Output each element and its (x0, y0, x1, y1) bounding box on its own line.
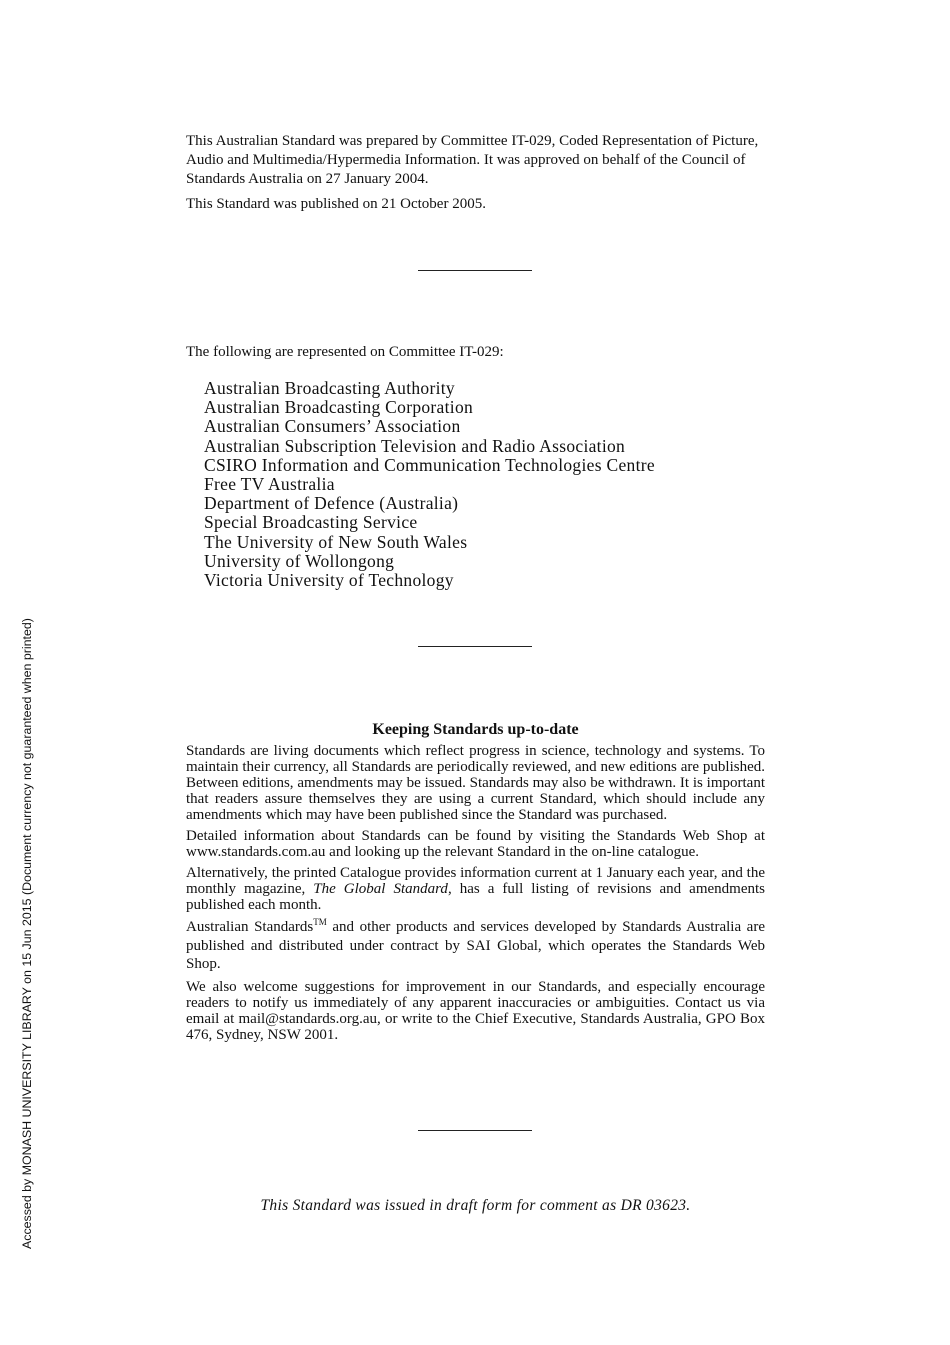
access-watermark: Accessed by MONASH UNIVERSITY LIBRARY on 15 Jun 2015 (Document currency not guaranteed when printed) (20, 618, 34, 1249)
approval-statement (186, 132, 776, 214)
publication-title: The Global Standard (313, 881, 448, 897)
committee-member-list (204, 379, 655, 590)
paragraph: We also welcome suggestions for improvement in our Standards, and especially encourage readers to notify us immediately of any apparent inaccuracies or ambiguities. Contact us via email at mail@standards.org.au, or write to the Chief Executive, Standards Australia, GPO Box 476, Sydney, NSW 2001. (186, 978, 765, 1043)
committee-member: CSIRO Information and Communication Technologies Centre (204, 454, 655, 475)
paragraph-text: Alternatively, the printed Catalogue provides information current at 1 January each year, and the monthly magazine, (186, 865, 765, 897)
paragraph-text: and other products and services developed by Standards Australia are published and distributed under contract by SAI Global, which operates the Standards Web Shop. (186, 919, 765, 972)
paragraph: Standards are living documents which reflect progress in science, technology and systems. To maintain their currency, all Standards are periodically reviewed, and new editions are published. Between editions, amendments may be issued. Standards may also be withdrawn. It is important that readers assure themselves they are using a current Standard, which should include any amendments which may have been published since the Standard was purchased. (186, 743, 765, 823)
draft-note: This Standard was issued in draft form for comment as DR 03623. (260, 1197, 691, 1214)
committee-member: The University of New South Wales (204, 531, 468, 552)
committee-member: Victoria University of Technology (204, 570, 454, 591)
section-heading: Keeping Standards up-to-date (372, 721, 579, 738)
keeping-standards-body (186, 743, 765, 1048)
divider-rule-3 (418, 1130, 532, 1131)
published-date-text: This Standard was published on 21 October 2005. (186, 196, 486, 212)
committee-member: Australian Broadcasting Authority (204, 378, 455, 398)
paragraph (186, 918, 765, 974)
paragraph-text: Australian Standards (186, 919, 314, 935)
paragraph-text: , has a full listing of revisions and amendments published each month. (186, 881, 765, 913)
divider-rule-2 (418, 646, 532, 647)
committee-member: Free TV Australia (204, 474, 335, 495)
trademark-mark: TM (313, 917, 327, 927)
prepared-by-text: This Australian Standard was prepared by Committee IT-029, Coded Representation of Picture, Audio and Multimedia/Hypermedia Information. It was approved on behalf of the Council of Standards Australia on 27 January 2004. (186, 133, 759, 187)
committee-member: Australian Consumers’ Association (204, 416, 461, 437)
committee-member: Department of Defence (Australia) (204, 493, 459, 514)
paragraph: Detailed information about Standards can be found by visiting the Standards Web Shop at www.standards.com.au and looking up the relevant Standard in the on-line catalogue. (186, 828, 765, 860)
committee-member: Australian Broadcasting Corporation (204, 397, 474, 418)
committee-member: University of Wollongong (204, 550, 395, 571)
committee-member: Australian Subscription Television and Radio Association (204, 435, 626, 456)
committee-member: Special Broadcasting Service (204, 512, 418, 533)
committee-intro-text: The following are represented on Committee IT-029: (186, 344, 504, 360)
paragraph (186, 865, 765, 913)
divider-rule-1 (418, 270, 532, 271)
